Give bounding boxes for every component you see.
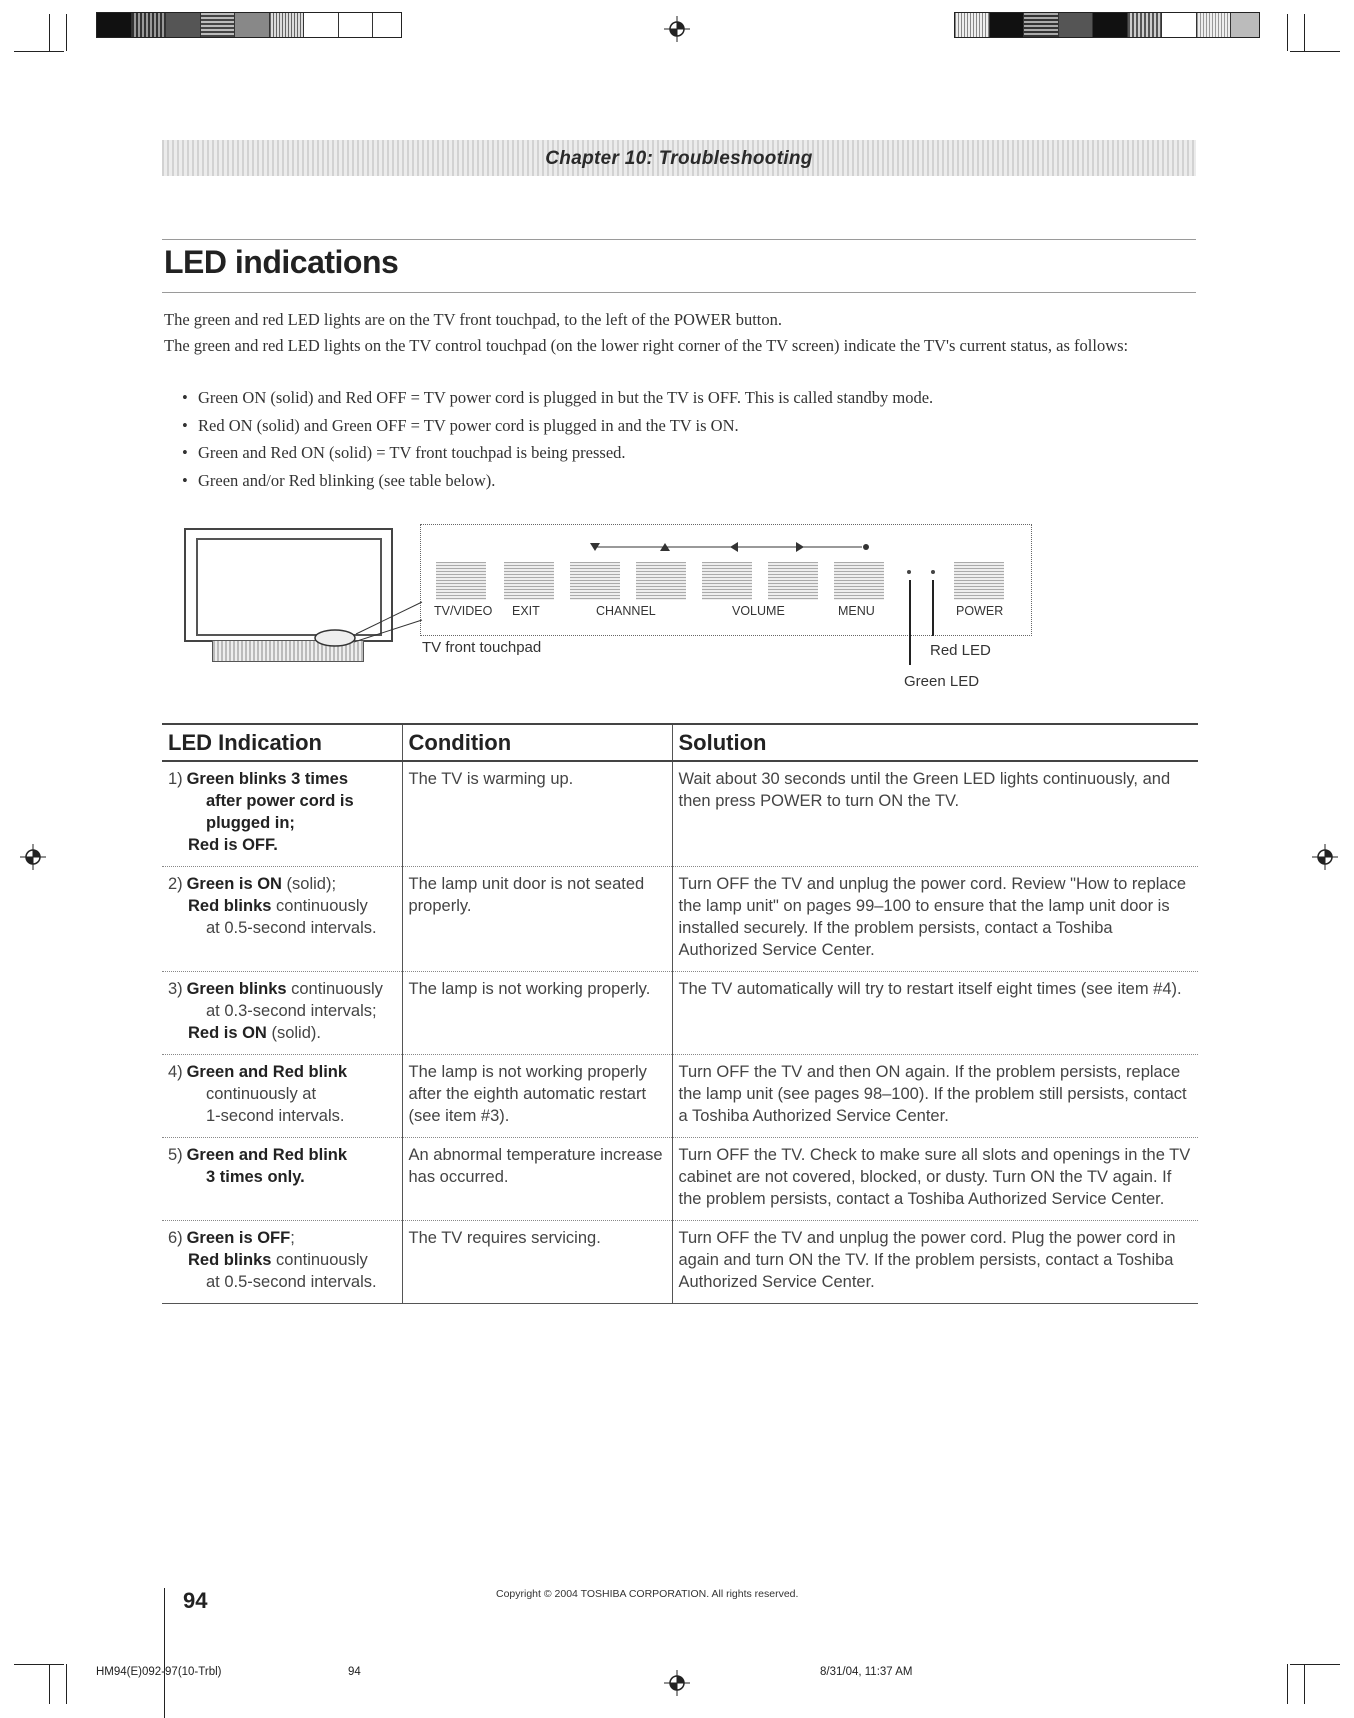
crop-mark — [14, 51, 64, 52]
copyright-notice: Copyright © 2004 TOSHIBA CORPORATION. All rights reserved. — [496, 1588, 799, 1600]
list-item: • Red ON (solid) and Green OFF = TV power cord is plugged in and the TV is ON. — [198, 412, 933, 440]
indication-text: at 0.5-second intervals. — [206, 919, 377, 937]
indication-cell — [162, 761, 402, 867]
power-label: POWER — [956, 604, 1004, 618]
volume-down-button — [702, 562, 752, 600]
slug-page: 94 — [348, 1666, 361, 1678]
table-row — [162, 761, 1198, 867]
indication-cell — [162, 972, 402, 1055]
row-number: 6) — [168, 1229, 183, 1247]
table-row — [162, 867, 1198, 972]
indication-text: Red blinks — [188, 897, 272, 915]
crop-mark — [49, 14, 50, 51]
indication-text: continuously — [271, 897, 368, 915]
indication-text: ; — [290, 1229, 295, 1247]
row-number: 2) — [168, 875, 183, 893]
crop-mark — [1304, 1664, 1305, 1704]
solution-cell: Wait about 30 seconds until the Green LED lights continuously, and then press POWER to turn ON the TV. — [672, 761, 1198, 867]
row-number: 1) — [168, 770, 183, 788]
indication-text: at 0.3-second intervals; — [206, 1002, 377, 1020]
indication-text: Green and Red blink — [186, 1063, 348, 1081]
solution-cell: Turn OFF the TV. Check to make sure all slots and openings in the TV cabinet are not covered, blocked, or dusty. Turn ON the TV again. If the problem persists, contact a Toshiba Authorized Service Center. — [672, 1138, 1198, 1221]
arrow-icons — [590, 540, 875, 554]
color-registration-bar — [96, 12, 402, 38]
column-header: Solution — [672, 724, 1198, 761]
crop-mark — [1290, 1664, 1340, 1665]
indication-text: Red is OFF. — [188, 836, 278, 854]
indication-text: 3 times only. — [206, 1168, 305, 1186]
table-row — [162, 1055, 1198, 1138]
row-number: 5) — [168, 1146, 183, 1164]
indication-cell — [162, 1055, 402, 1138]
indication-text: (solid). — [266, 1024, 321, 1042]
slug-date: 8/31/04, 11:37 AM — [820, 1666, 913, 1678]
row-number: 4) — [168, 1063, 183, 1081]
slug-file: HM94(E)092-97(10-Trbl) — [96, 1666, 222, 1678]
condition-cell: The lamp is not working properly. — [402, 972, 672, 1055]
tv-video-button — [436, 562, 486, 600]
indication-text: Green is ON — [186, 875, 282, 893]
solution-cell: Turn OFF the TV and unplug the power cord. Review "How to replace the lamp unit" on pages 99–100 to ensure that the lamp unit door is installed securely. If the problem persists, contact a Toshiba Authorized Service Center. — [672, 867, 1198, 972]
indication-text: Green blinks — [186, 980, 287, 998]
table-row — [162, 972, 1198, 1055]
title-rule-top — [162, 239, 1196, 240]
indication-text: Green blinks 3 times — [186, 770, 348, 788]
column-header: Condition — [402, 724, 672, 761]
condition-cell: The lamp is not working properly after the eighth automatic restart (see item #3). — [402, 1055, 672, 1138]
crop-mark — [1304, 14, 1305, 51]
indication-text: after power cord is — [206, 792, 354, 810]
indication-text: Red blinks — [188, 1251, 272, 1269]
channel-label: CHANNEL — [596, 604, 656, 618]
table-row — [162, 1221, 1198, 1304]
indication-text: plugged in; — [206, 814, 295, 832]
indication-text: (solid); — [281, 875, 337, 893]
margin-guide — [164, 1588, 165, 1718]
column-header: LED Indication — [162, 724, 402, 761]
red-led-indicator — [931, 570, 935, 574]
indication-text: Green and Red blink — [186, 1146, 348, 1164]
crop-mark — [1287, 1664, 1288, 1704]
table-row — [162, 1138, 1198, 1221]
indication-text: continuously at — [206, 1085, 317, 1103]
tv-video-label: TV/VIDEO — [434, 604, 493, 618]
solution-cell: Turn OFF the TV and then ON again. If the problem persists, replace the lamp unit (see pages 98–100). If the problem still persists, contact a Toshiba Authorized Service Center. — [672, 1055, 1198, 1138]
crop-mark — [66, 1664, 67, 1704]
exit-label: EXIT — [512, 604, 540, 618]
intro-paragraph: The green and red LED lights on the TV control touchpad (on the lower right corner of the TV screen) indicate the TV's current status, as follows: — [164, 336, 1129, 355]
registration-mark-icon — [1312, 844, 1338, 870]
red-led-leader — [932, 580, 934, 636]
indication-text: Red is ON — [188, 1024, 267, 1042]
registration-mark-icon — [664, 16, 690, 42]
callout-line — [310, 600, 430, 650]
condition-cell: The lamp unit door is not seated properly. — [402, 867, 672, 972]
chapter-title: Chapter 10: Troubleshooting — [545, 148, 813, 169]
crop-mark — [14, 1664, 64, 1665]
status-list — [164, 384, 933, 494]
condition-cell: The TV requires servicing. — [402, 1221, 672, 1304]
menu-button — [834, 562, 884, 600]
intro-paragraph: The green and red LED lights are on the TV front touchpad, to the left of the POWER button. — [164, 310, 782, 329]
row-number: 3) — [168, 980, 183, 998]
title-rule-bottom — [162, 292, 1196, 293]
channel-down-button — [570, 562, 620, 600]
indication-text: continuously — [286, 980, 383, 998]
list-item: • Green and/or Red blinking (see table below). — [198, 467, 933, 495]
channel-up-button — [636, 562, 686, 600]
crop-mark — [66, 14, 67, 51]
crop-mark — [1290, 51, 1340, 52]
red-led-caption: Red LED — [930, 642, 991, 659]
indication-cell — [162, 1138, 402, 1221]
condition-cell: The TV is warming up. — [402, 761, 672, 867]
registration-mark-icon — [664, 1670, 690, 1696]
crop-mark — [1287, 14, 1288, 51]
crop-mark — [49, 1664, 50, 1704]
indication-cell — [162, 867, 402, 972]
volume-label: VOLUME — [732, 604, 785, 618]
page-title: LED indications — [164, 244, 399, 280]
condition-cell: An abnormal temperature increase has occurred. — [402, 1138, 672, 1221]
solution-cell: Turn OFF the TV and unplug the power cord. Plug the power cord in again and turn ON the TV. If the problem persists, contact a Toshiba Authorized Service Center. — [672, 1221, 1198, 1304]
touchpad-caption: TV front touchpad — [422, 639, 542, 656]
list-item: • Green and Red ON (solid) = TV front touchpad is being pressed. — [198, 439, 933, 467]
registration-mark-icon — [20, 844, 46, 870]
exit-button — [504, 562, 554, 600]
indication-text: Green is OFF — [186, 1229, 291, 1247]
indication-text: 1-second intervals. — [206, 1107, 345, 1125]
indication-text: at 0.5-second intervals. — [206, 1273, 377, 1291]
list-item: • Green ON (solid) and Red OFF = TV power cord is plugged in but the TV is OFF. This is called standby mode. — [198, 384, 933, 412]
solution-cell: The TV automatically will try to restart itself eight times (see item #4). — [672, 972, 1198, 1055]
table-header-row — [162, 724, 1198, 761]
green-led-caption: Green LED — [904, 673, 980, 690]
indication-cell — [162, 1221, 402, 1304]
volume-up-button — [768, 562, 818, 600]
page-number: 94 — [183, 1588, 208, 1613]
indication-text: continuously — [271, 1251, 368, 1269]
power-button — [954, 562, 1004, 600]
green-led-indicator — [907, 570, 911, 574]
color-registration-bar — [954, 12, 1260, 38]
led-indication-table — [162, 723, 1198, 1304]
green-led-leader — [909, 580, 911, 665]
chapter-banner — [162, 140, 1196, 176]
menu-label: MENU — [838, 604, 875, 618]
